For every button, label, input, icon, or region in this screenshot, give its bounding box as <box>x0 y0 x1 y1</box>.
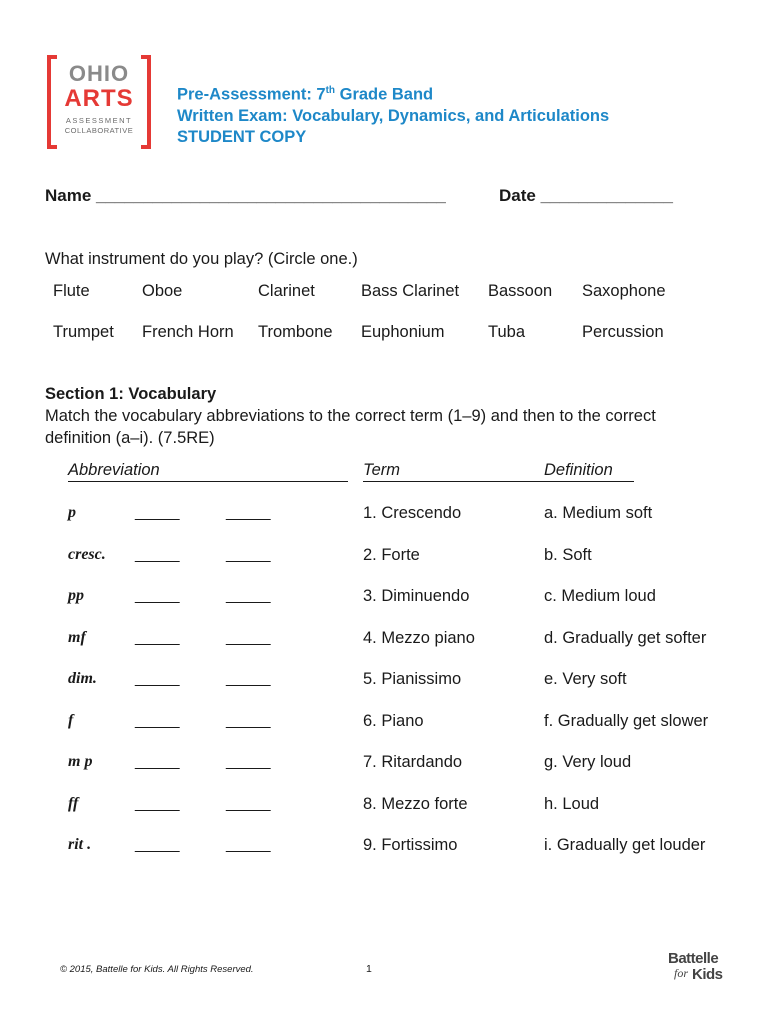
definition-answer-blank[interactable]: _____ <box>226 504 271 521</box>
term-cell: 9. Fortissimo <box>363 836 458 854</box>
term-answer-blank[interactable]: _____ <box>135 546 180 563</box>
term-cell: 3. Diminuendo <box>363 587 470 605</box>
abbreviation-cell: m p <box>68 753 93 770</box>
logo-bracket-right <box>141 55 151 149</box>
term-answer-blank[interactable]: _____ <box>135 670 180 687</box>
instrument-option[interactable]: Euphonium <box>361 323 445 341</box>
definition-cell: g. Very loud <box>544 753 632 771</box>
logo-kids-text: Kids <box>692 966 723 983</box>
term-cell: 1. Crescendo <box>363 504 462 522</box>
abbreviation-cell: mf <box>68 629 86 646</box>
header-definition: Definition <box>544 461 613 479</box>
term-answer-blank[interactable]: _____ <box>135 795 180 812</box>
term-answer-blank[interactable]: _____ <box>135 587 180 604</box>
logo-ohio-text: OHIO <box>68 61 130 86</box>
definition-answer-blank[interactable]: _____ <box>226 546 271 563</box>
battelle-for-kids-logo <box>668 950 730 990</box>
instrument-option[interactable]: French Horn <box>142 323 234 341</box>
header-abbreviation: Abbreviation <box>68 461 160 479</box>
header-term: Term <box>363 461 400 479</box>
abbreviation-cell: f <box>68 712 74 729</box>
document-title <box>177 80 609 148</box>
instrument-option[interactable]: Clarinet <box>258 282 315 300</box>
definition-answer-blank[interactable]: _____ <box>226 753 271 770</box>
term-answer-blank[interactable]: _____ <box>135 753 180 770</box>
logo-assessment-text: ASSESSMENT <box>65 116 133 125</box>
logo-collaborative-text: COLLABORATIVE <box>64 126 134 135</box>
abbreviation-cell: pp <box>68 587 84 604</box>
definition-cell: a. Medium soft <box>544 504 653 522</box>
date-field[interactable] <box>499 186 673 206</box>
section-1-instructions: Match the vocabulary abbreviations to the correct term (1–9) and then to the correct definition (a–i). (7.5RE) <box>45 407 656 447</box>
page-number: 1 <box>366 963 372 975</box>
instrument-option[interactable]: Trumpet <box>53 323 114 341</box>
definition-cell: c. Medium loud <box>544 587 656 605</box>
definition-cell: h. Loud <box>544 795 600 813</box>
term-cell: 5. Pianissimo <box>363 670 462 688</box>
instrument-option[interactable]: Tuba <box>488 323 525 341</box>
name-label: Name <box>45 186 92 205</box>
instrument-question: What instrument do you play? (Circle one.) <box>45 250 358 268</box>
term-cell: 8. Mezzo forte <box>363 795 468 813</box>
instrument-option[interactable]: Percussion <box>582 323 664 341</box>
term-answer-blank[interactable]: _____ <box>135 629 180 646</box>
date-blank[interactable]: ______________ <box>540 186 673 205</box>
definition-cell: d. Gradually get softer <box>544 629 707 647</box>
term-answer-blank[interactable]: _____ <box>135 836 180 853</box>
instrument-option[interactable]: Bassoon <box>488 282 553 300</box>
abbreviation-cell: p <box>68 504 76 521</box>
instrument-option[interactable]: Flute <box>53 282 90 300</box>
logo-battelle-text: Battelle <box>668 950 719 967</box>
logo-for-text: for <box>674 966 689 980</box>
abbreviation-cell: rit . <box>68 836 92 853</box>
definition-cell: e. Very soft <box>544 670 627 688</box>
definition-cell: b. Soft <box>544 546 592 564</box>
abbreviation-cell: ff <box>68 795 79 812</box>
definition-answer-blank[interactable]: _____ <box>226 795 271 812</box>
term-cell: 4. Mezzo piano <box>363 629 475 647</box>
term-cell: 2. Forte <box>363 546 420 564</box>
name-blank[interactable]: _____________________________________ <box>96 186 446 205</box>
definition-cell: i. Gradually get louder <box>544 836 706 854</box>
instrument-option[interactable]: Trombone <box>258 323 333 341</box>
definition-answer-blank[interactable]: _____ <box>226 670 271 687</box>
term-cell: 7. Ritardando <box>363 753 463 771</box>
logo-bracket-left <box>47 55 57 149</box>
abbreviation-cell: dim. <box>68 670 97 687</box>
definition-answer-blank[interactable]: _____ <box>226 836 271 853</box>
term-answer-blank[interactable]: _____ <box>135 712 180 729</box>
definition-answer-blank[interactable]: _____ <box>226 629 271 646</box>
name-field[interactable] <box>45 186 446 206</box>
term-answer-blank[interactable]: _____ <box>135 504 180 521</box>
logo-arts-text: ARTS <box>64 85 134 112</box>
date-label: Date <box>499 186 536 205</box>
ohio-arts-logo <box>47 55 151 149</box>
title-line-1: Pre-Assessment: 7th Grade Band <box>177 85 434 104</box>
abbreviation-cell: cresc. <box>68 546 106 563</box>
header-underline <box>68 481 348 482</box>
title-line-2: Written Exam: Vocabulary, Dynamics, and Articulations <box>177 106 610 125</box>
definition-answer-blank[interactable]: _____ <box>226 712 271 729</box>
instrument-option[interactable]: Oboe <box>142 282 183 300</box>
instrument-option[interactable]: Saxophone <box>582 282 666 300</box>
definition-cell: f. Gradually get slower <box>544 712 709 730</box>
section-1-title: Section 1: Vocabulary <box>45 385 217 403</box>
copyright-text: © 2015, Battelle for Kids. All Rights Reserved. <box>60 964 254 975</box>
title-line-3: STUDENT COPY <box>177 127 307 146</box>
header-underline <box>363 481 634 482</box>
term-cell: 6. Piano <box>363 712 424 730</box>
definition-answer-blank[interactable]: _____ <box>226 587 271 604</box>
instrument-option[interactable]: Bass Clarinet <box>361 282 460 300</box>
